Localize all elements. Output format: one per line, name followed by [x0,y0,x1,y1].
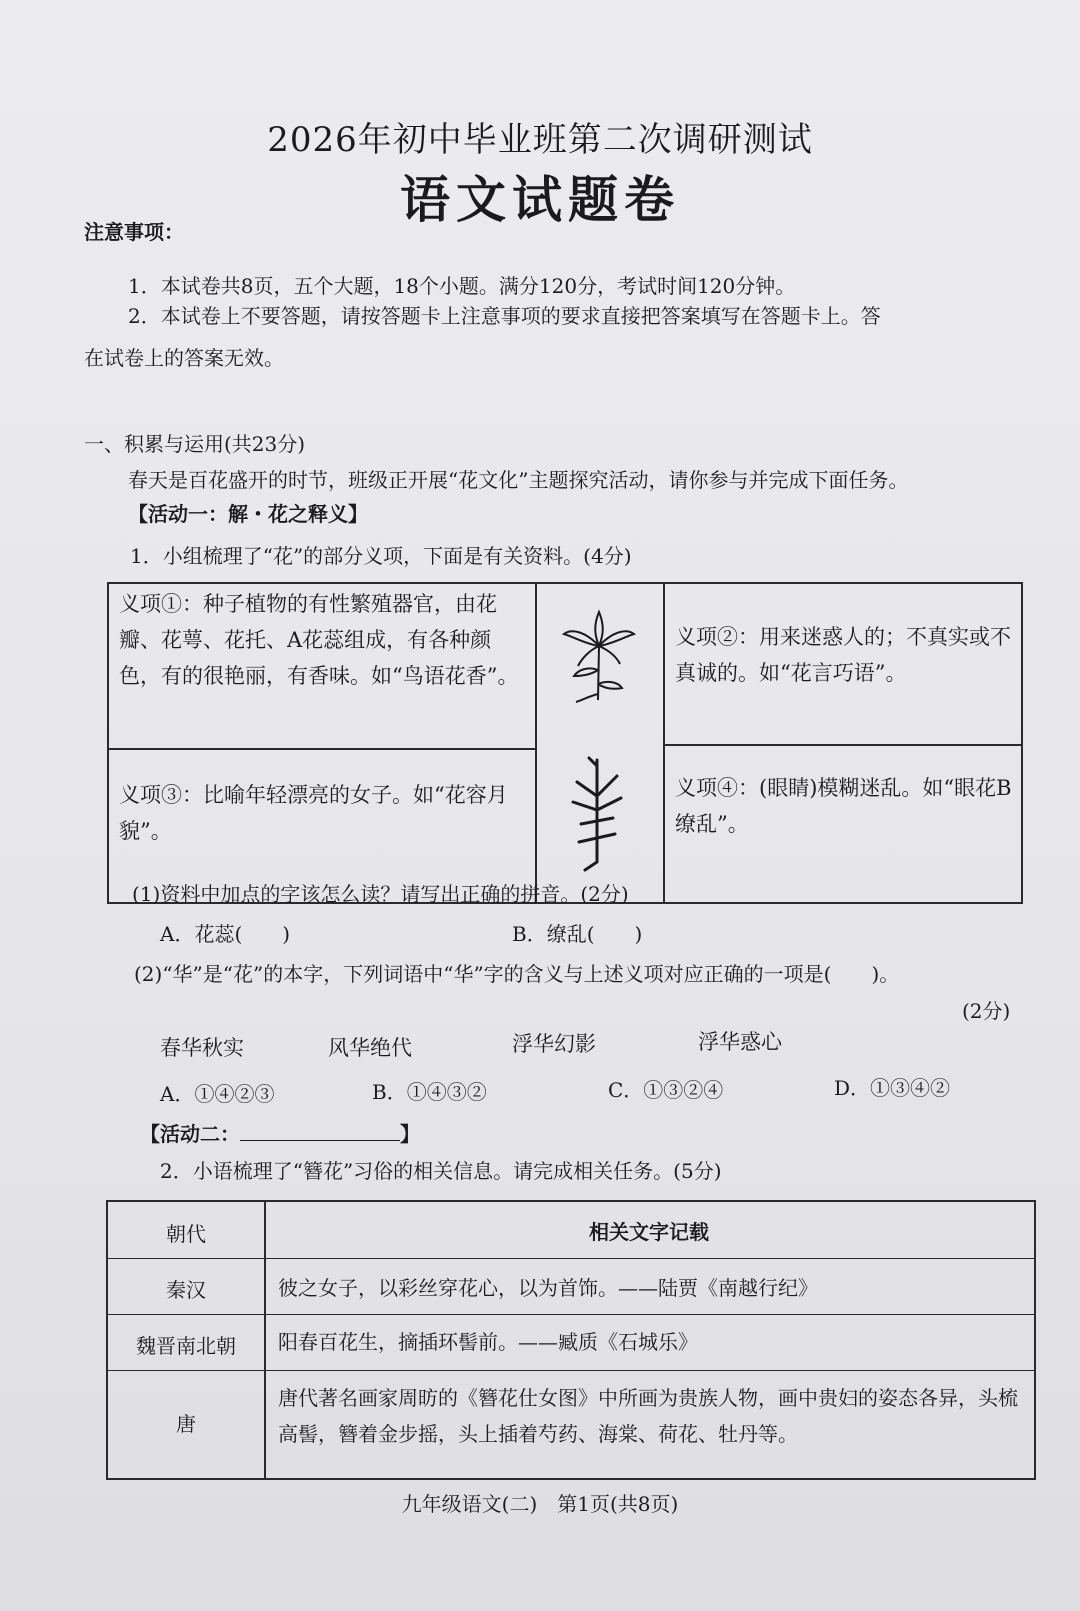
meaning-table [107,582,1023,904]
table-row-dynasty: 魏晋南北朝 [136,1334,236,1358]
table-header-dynasty: 朝代 [166,1222,206,1246]
notice-item-1: 1．本试卷共8页，五个大题，18个小题。满分120分，考试时间120分钟。 [128,274,796,298]
question-1-1: (1)资料中加点的字该怎么读？请写出正确的拼音。(2分) [132,882,629,906]
question-1-2-score: (2分) [962,999,1011,1023]
section-intro: 春天是百花盛开的时节，班级正开展“花文化”主题探究活动，请你参与并完成下面任务。 [128,468,909,492]
table-row-record: 唐代著名画家周昉的《簪花仕女图》中所画为贵族人物，画中贵妇的姿态各异，头梳高髻，簪着金步摇，头上插着芍药、海棠、荷花、牡丹等。 [278,1386,1018,1446]
notice-item-2-line2: 在试卷上的答案无效。 [84,346,284,370]
option-a: A．①④②③ [160,1082,275,1106]
notice-item-2-line1: 2．本试卷上不要答题，请按答题卡上注意事项的要求直接把答案填写在答题卡上。答 [128,304,881,328]
question-1: 1．小组梳理了“花”的部分义项，下面是有关资料。(4分) [130,544,632,568]
option-d: D．①③④② [834,1076,951,1100]
meaning-2: 义项②：用来迷惑人的；不真实或不真诚的。如“花言巧语”。 [675,625,1011,685]
meaning-1: 义项①：种子植物的有性繁殖器官，由花瓣、花萼、花托、A花蕊组成，有各种颜色，有的很艳丽，有香味。如“鸟语花香”。 [119,592,519,688]
activity-2-title [140,1118,420,1147]
activity-2-blank [240,1122,400,1141]
ancient-character-icon [567,754,627,874]
option-c: C．①③②④ [608,1078,724,1102]
question-1-1-a: A．花蕊( ) [160,922,291,946]
word-2: 风华绝代 [328,1036,412,1060]
question-2: 2．小语梳理了“簪花”习俗的相关信息。请完成相关任务。(5分) [160,1159,722,1183]
word-4: 浮华惑心 [698,1030,782,1054]
question-1-2: (2)“华”是“花”的本字，下列词语中“华”字的含义与上述义项对应正确的一项是( )。 [134,962,900,986]
word-1: 春华秋实 [160,1036,244,1060]
table-row-record: 彼之女子，以彩丝穿花心，以为首饰。——陆贾《南越行纪》 [278,1276,818,1300]
table-row-record: 阳春百花生，摘插环髻前。——臧质《石城乐》 [278,1330,698,1354]
page-footer: 九年级语文(二) 第1页(共8页) [401,1492,679,1516]
activity-2-suffix: 】 [400,1122,420,1146]
section-heading: 一、积累与运用(共23分) [84,432,306,456]
meaning-4: 义项④：(眼睛)模糊迷乱。如“眼花B缭乱”。 [675,776,1012,836]
exam-subtitle: 语文试题卷 [400,170,680,229]
flower-drawing-icon [554,604,644,704]
question-1-1-b: B．缭乱( ) [512,922,643,946]
notice-heading: 注意事项： [84,220,184,244]
custom-table [106,1200,1036,1480]
word-3: 浮华幻影 [512,1032,596,1056]
activity-1-title: 【活动一：解・花之释义】 [128,502,368,526]
table-header-record: 相关文字记载 [589,1220,709,1244]
meaning-3: 义项③：比喻年轻漂亮的女子。如“花容月貌”。 [119,783,508,843]
option-b: B．①④③② [372,1080,487,1104]
table-row-dynasty: 秦汉 [166,1278,206,1302]
table-row-dynasty: 唐 [176,1412,196,1436]
exam-title: 2026年初中毕业班第二次调研测试 [267,120,813,160]
activity-2-prefix: 【活动二： [140,1122,240,1146]
